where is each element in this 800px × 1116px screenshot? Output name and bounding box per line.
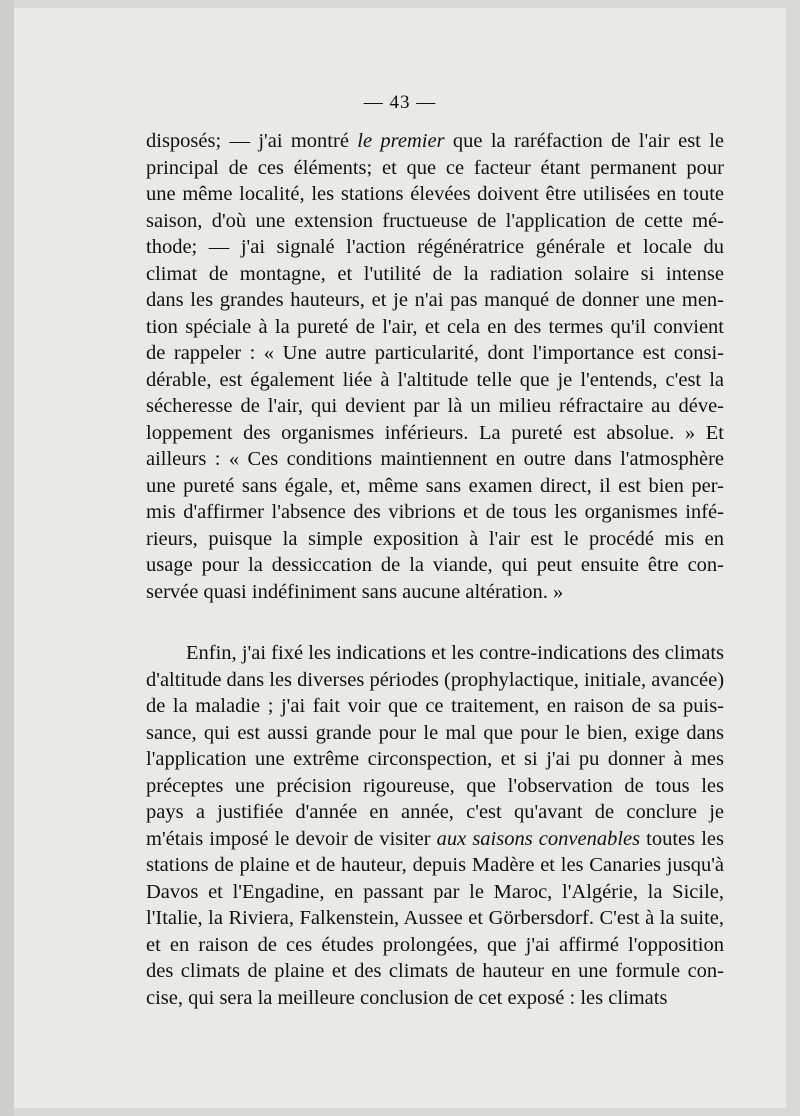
text-line: préceptes une précision rigoureuse, que l'observation de tous les (146, 774, 724, 797)
text-line: d'altitude dans les diverses périodes (prophylactique, initiale, avancée) (146, 668, 724, 691)
text-line: l'Italie, la Riviera, Falkenstein, Aussee et Görbersdorf. C'est à la suite, (146, 907, 724, 929)
text-line: rieurs, puisque la simple exposition à l'air est le procédé mis en (146, 527, 724, 550)
text-line: climat de montagne, et l'utilité de la radiation solaire si intense (146, 262, 724, 285)
text-line: stations de plaine et de hauteur, depuis Madère et les Canaries jusqu'à (146, 854, 724, 876)
text-line: loppement des organismes inférieurs. La pureté est absolue. » Et (146, 421, 724, 444)
text-line: mis d'affirmer l'absence des vibrions et de tous les organismes infé- (146, 501, 724, 523)
text-line: sance, qui est aussi grande pour le mal que pour le bien, exige dans (146, 721, 724, 744)
italic-phrase: aux saisons convenables (436, 827, 641, 850)
scan-left-margin (0, 0, 14, 1116)
text-line: sécheresse de l'air, qui devient par là un milieu réfractaire au déve- (146, 395, 724, 417)
text-line: des climats de plaine et des climats de hauteur en une formule con- (146, 960, 724, 982)
text-line: une même localité, les stations élevées doivent être utilisées en toute (146, 183, 724, 205)
text-line: Davos et l'Engadine, en passant par le Maroc, l'Algérie, la Sicile, (146, 880, 724, 903)
text-line: m'étais imposé le devoir de visiter aux saisons convenables toutes les (146, 827, 724, 850)
text-line: disposés; — j'ai montré le premier que la raréfaction de l'air est le (146, 130, 724, 152)
text-line: saison, d'où une extension fructueuse de l'application de cette mé- (146, 209, 724, 232)
text-line: pays a justifiée d'année en année, c'est qu'avant de conclure je (146, 801, 724, 823)
text-line: et en raison de ces études prolongées, que j'ai affirmé l'opposition (146, 933, 724, 956)
italic-phrase: le premier (357, 130, 445, 152)
text-line: dans les grandes hauteurs, et je n'ai pas manqué de donner une men- (146, 289, 724, 311)
paragraph-1 (146, 128, 724, 605)
text-line: Enfin, j'ai fixé les indications et les contre-indications des climats (186, 642, 724, 664)
text-line: de la maladie ; j'ai fait voir que ce traitement, en raison de sa puis- (146, 695, 724, 717)
text-line: cise, qui sera la meilleure conclusion de cet exposé : les climats (146, 986, 668, 1009)
text-line: ailleurs : « Ces conditions maintiennent en outre dans l'atmosphère (146, 448, 724, 470)
text-line: principal de ces éléments; et que ce facteur étant permanent pour (146, 156, 724, 179)
text-line: thode; — j'ai signalé l'action régénératrice générale et locale du (146, 236, 724, 258)
paragraph-2 (146, 640, 724, 1011)
text-line: tion spéciale à la pureté de l'air, et cela en des termes qu'il convient (146, 315, 724, 338)
text-line: de rappeler : « Une autre particularité, dont l'importance est consi- (146, 342, 724, 364)
text-line: usage pour la dessiccation de la viande, qui peut ensuite être con- (146, 554, 724, 576)
text-line: dérable, est également liée à l'altitude telle que je l'entends, c'est la (146, 368, 724, 391)
text-line: servée quasi indéfiniment sans aucune altération. » (146, 580, 564, 603)
book-page (14, 8, 786, 1108)
text-line: l'application une extrême circonspection, et si j'ai pu donner à mes (146, 748, 724, 770)
page-number: — 43 — (363, 92, 437, 113)
text-line: une pureté sans égale, et, même sans examen direct, il est bien per- (146, 474, 724, 497)
